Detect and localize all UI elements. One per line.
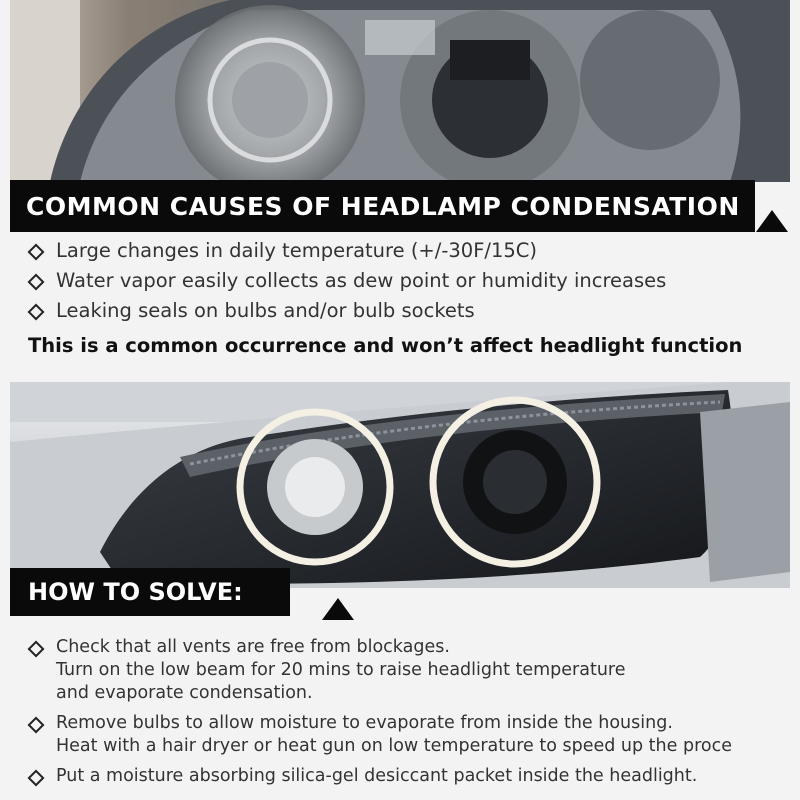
banner2-notch-decoration bbox=[322, 598, 354, 620]
section1-title-banner bbox=[10, 180, 755, 232]
cause-text: Leaking seals on bulbs and/or bulb sockets bbox=[56, 299, 475, 322]
list-item bbox=[26, 712, 790, 758]
diamond-bullet-icon bbox=[26, 276, 46, 288]
cause-text: Large changes in daily temperature (+/-30F/15C) bbox=[56, 239, 538, 262]
solution-line: Turn on the low beam for 20 mins to raise headlight temperature bbox=[56, 660, 626, 680]
solution-line: Heat with a hair dryer or heat gun on low temperature to speed up the proce bbox=[56, 736, 732, 756]
causes-list bbox=[26, 236, 790, 326]
diamond-bullet-icon bbox=[26, 719, 46, 731]
solution-line: Remove bulbs to allow moisture to evaporate from inside the housing. bbox=[56, 713, 673, 733]
list-item bbox=[26, 636, 790, 705]
solution-line: and evaporate condensation. bbox=[56, 683, 313, 703]
foggy-headlamp-photo bbox=[10, 0, 790, 182]
section1-title: COMMON CAUSES OF HEADLAMP CONDENSATION bbox=[26, 191, 740, 221]
solution-line: Put a moisture absorbing silica-gel desiccant packet inside the headlight. bbox=[56, 766, 698, 786]
list-item bbox=[26, 296, 790, 326]
banner1-notch-decoration bbox=[756, 210, 788, 232]
section2-title: HOW TO SOLVE: bbox=[28, 578, 243, 606]
list-item bbox=[26, 765, 790, 788]
solutions-list bbox=[26, 636, 790, 788]
section2-title-banner bbox=[10, 568, 290, 616]
diamond-bullet-icon bbox=[26, 306, 46, 318]
diamond-bullet-icon bbox=[26, 246, 46, 258]
clear-headlamp-photo bbox=[10, 382, 790, 588]
list-item bbox=[26, 266, 790, 296]
list-item bbox=[26, 236, 790, 266]
solution-line: Check that all vents are free from blockages. bbox=[56, 637, 450, 657]
diamond-bullet-icon bbox=[26, 643, 46, 655]
common-occurrence-note: This is a common occurrence and won’t affect headlight function bbox=[28, 334, 743, 357]
diamond-bullet-icon bbox=[26, 772, 46, 784]
cause-text: Water vapor easily collects as dew point or humidity increases bbox=[56, 269, 667, 292]
